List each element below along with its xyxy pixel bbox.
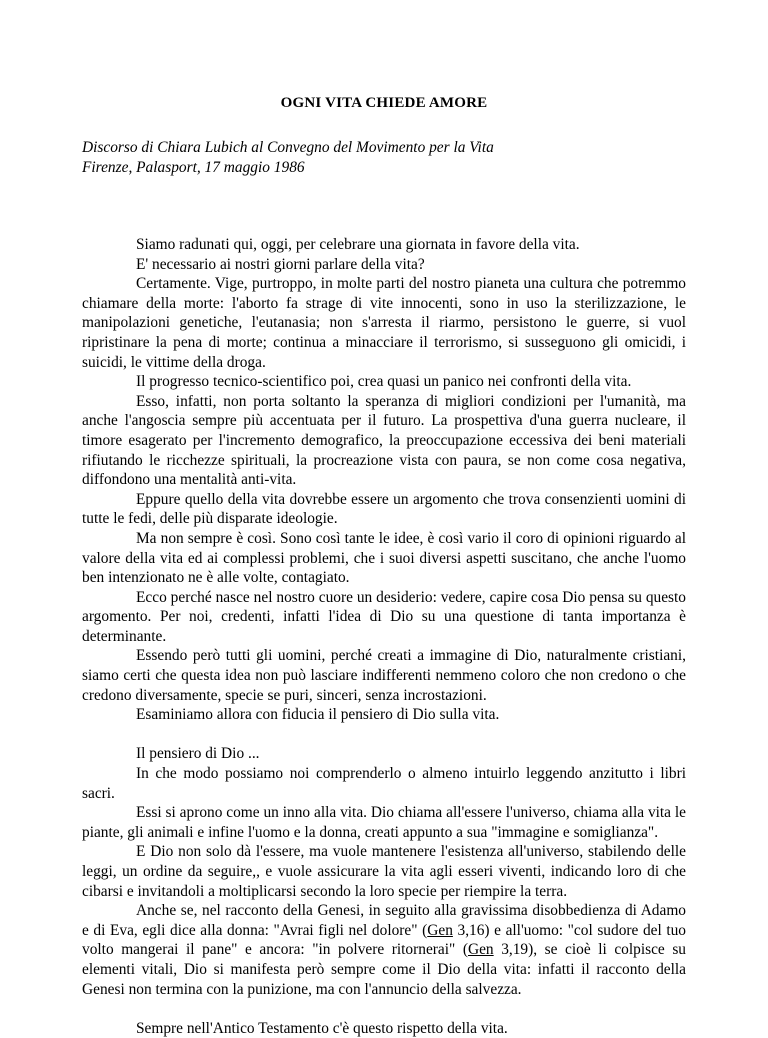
paragraph: Esso, infatti, non porta soltanto la speranza di migliori condizioni per l'umanità, ma anche l'angoscia sempre più accentuata per il futuro. La prospettiva d'una guerra nucleare, il timore esagerato per l'incremento demografico, la preoccupazione eccessiva dei beni materiali rifiutando le ricchezze spirituali, la procreazione vista con paura, se non come cosa negativa, diffondono una mentalità anti-vita. bbox=[82, 392, 686, 489]
subtitle-line: Firenze, Palasport, 17 maggio 1986 bbox=[82, 159, 305, 176]
bible-reference-link[interactable]: Gen bbox=[467, 941, 494, 959]
paragraph: Certamente. Vige, purtroppo, in molte parti del nostro pianeta una cultura che potremmo chiamare della morte: l'aborto fa strage di vite innocenti, sono in uso la sterilizzazione, le manipolazioni genetiche, l'eutanasia; non s'arresta il riarmo, persistono le guerre, si vuol ripristinare la pena di morte; continua a minacciare il terrorismo, si susseguono gli omicidi, i suicidi, le vittime della droga. bbox=[82, 275, 686, 371]
bible-reference-link[interactable]: Gen bbox=[427, 921, 453, 939]
paragraph: Ecco perché nasce nel nostro cuore un desiderio: vedere, capire cosa Dio pensa su questo argomento. Per noi, credenti, infatti l'idea di Dio su una questione di tanta importanza è determinante. bbox=[82, 588, 686, 645]
paragraph: Essi si aprono come un inno alla vita. Dio chiama all'essere l'universo, chiama alla vita le piante, gli animali e infine l'uomo e la donna, creati appunto a sua "immagine e somiglianza". bbox=[82, 804, 686, 841]
genesis-paragraph bbox=[82, 901, 686, 999]
paragraph: Siamo radunati qui, oggi, per celebrare una giornata in favore della vita. bbox=[136, 236, 580, 253]
paragraph-text: Anche se, nel racconto della Genesi, in seguito alla gravissima disobbedienza di Adamo e di Eva, egli dice alla donna: "Avrai figli nel dolore" ( bbox=[82, 902, 686, 939]
document-title: OGNI VITA CHIEDE AMORE bbox=[280, 95, 488, 111]
paragraph: Essendo però tutti gli uomini, perché creati a immagine di Dio, naturalmente cristiani, siamo certi che questa idea non può lasciare indifferenti nemmeno coloro che non credono o che credono diversamente, specie se puri, sinceri, senza incrostazioni. bbox=[82, 647, 686, 704]
paragraph-text: 3,19), se cioè li colpisce su elementi vitali, Dio si manifesta però sempre come il Dio della vita: infatti il racconto della Genesi non termina con la punizione, ma con l'annuncio della salvezza. bbox=[82, 941, 686, 998]
subtitle-line: Discorso di Chiara Lubich al Convegno del Movimento per la Vita bbox=[82, 139, 494, 156]
paragraph: Ma non sempre è così. Sono così tante le idee, è così vario il coro di opinioni riguardo al valore della vita ed ai complessi problemi, che i suoi diversi aspetti suscitano, che anche l'uomo ben intenzionato ne è alle volte, contagiato. bbox=[82, 529, 686, 587]
paragraph: Sempre nell'Antico Testamento c'è questo rispetto della vita. bbox=[136, 1019, 508, 1037]
document-subtitle bbox=[82, 138, 494, 178]
paragraph: Esaminiamo allora con fiducia il pensiero di Dio sulla vita. bbox=[136, 706, 500, 724]
paragraph: Il pensiero di Dio ... bbox=[136, 745, 260, 763]
paragraph: E' necessario ai nostri giorni parlare della vita? bbox=[136, 255, 425, 273]
document-body bbox=[82, 235, 686, 1038]
paragraph: Il progresso tecnico-scientifico poi, crea quasi un panico nei confronti della vita. bbox=[136, 373, 632, 391]
paragraph: In che modo possiamo noi comprenderlo o almeno intuirlo leggendo anzitutto i libri sacri. bbox=[82, 765, 686, 802]
paragraph: Eppure quello della vita dovrebbe essere un argomento che trova consenzienti uomini di tutte le fedi, delle più disparate ideologie. bbox=[82, 490, 686, 528]
paragraph-text: 3,16) e all'uomo: "col sudore del tuo volto mangerai il pane" e ancora: "in polvere ritornerai" ( bbox=[82, 921, 687, 959]
paragraph: E Dio non solo dà l'essere, ma vuole mantenere l'esistenza all'universo, stabilendo delle leggi, un ordine da seguire,, e vuole assicurare la vita agli esseri viventi, indicando loro di che cibarsi e invitandoli a moltiplicarsi secondo la loro specie per riempire la terra. bbox=[82, 843, 686, 900]
